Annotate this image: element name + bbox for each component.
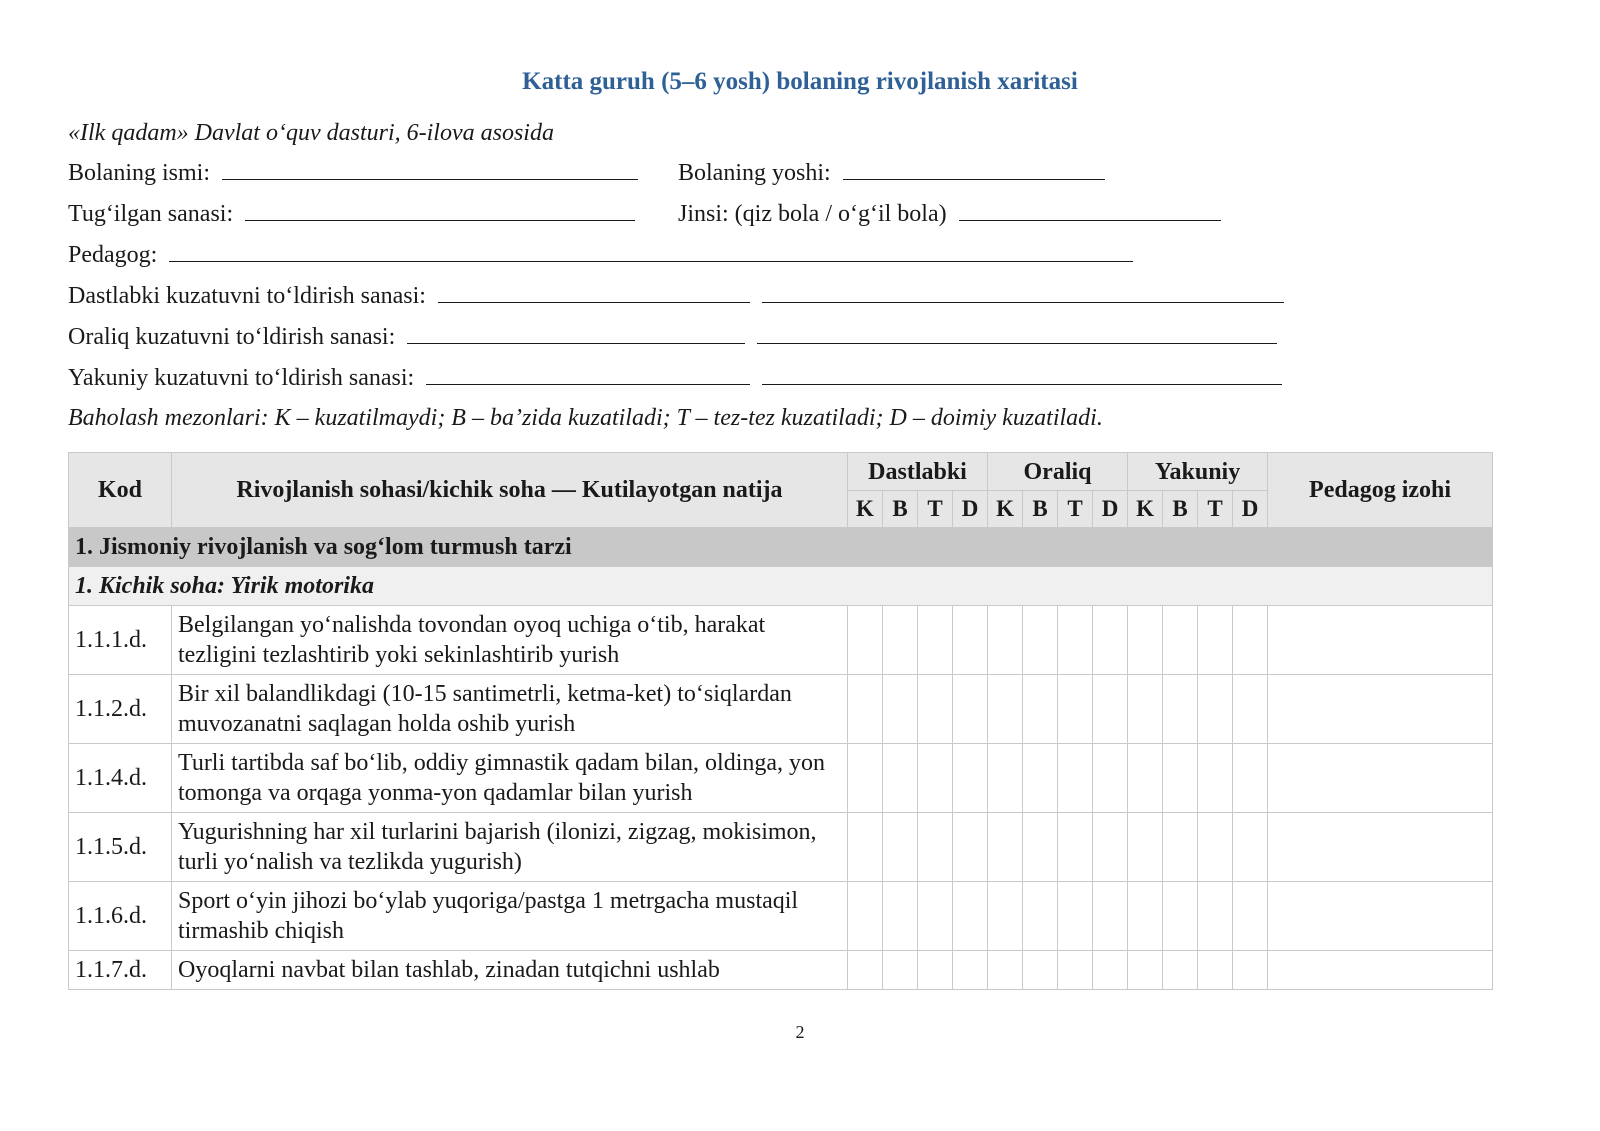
rating-cell[interactable] (1023, 675, 1058, 744)
header-level: B (883, 491, 918, 528)
assessment-criteria: Baholash mezonlari: K – kuzatilmaydi; B – ba’zida kuzatiladi; T – tez-tez kuzatiladi; D – doimiy kuzatiladi. (68, 405, 1103, 431)
birth-date-row (68, 198, 635, 229)
rating-cell[interactable] (1163, 882, 1198, 951)
gender-row (678, 198, 1221, 229)
table-row (69, 951, 1493, 990)
rating-cell[interactable] (1128, 813, 1163, 882)
row-outcome-text: Turli tartibda saf bo‘lib, oddiy gimnastik qadam bilan, oldinga, yon tomonga va orqaga yonma-yon qadamlar bilan yurish (172, 744, 848, 813)
rating-cell[interactable] (953, 813, 988, 882)
row-outcome-text: Sport o‘yin jihozi bo‘ylab yuqoriga/pastga 1 metrgacha mustaqil tirmashib chiqish (172, 882, 848, 951)
final-obs-note-field[interactable] (762, 362, 1282, 385)
interim-obs-label: Oraliq kuzatuvni to‘ldirish sanasi: (68, 324, 396, 350)
interim-obs-note-field[interactable] (757, 321, 1277, 344)
header-level: D (953, 491, 988, 528)
page-title: Katta guruh (5–6 yosh) bolaning rivojlanish xaritasi (522, 68, 1078, 95)
rating-cell[interactable] (953, 606, 988, 675)
header-level: T (1058, 491, 1093, 528)
rating-cell[interactable] (1163, 675, 1198, 744)
table-row (69, 813, 1493, 882)
comment-cell[interactable] (1268, 606, 1493, 675)
rating-cell[interactable] (883, 744, 918, 813)
table-row (69, 675, 1493, 744)
rating-cell[interactable] (1093, 951, 1128, 990)
program-subtitle: «Ilk qadam» Davlat o‘quv dasturi, 6-ilova asosida (68, 120, 554, 146)
header-level: D (1093, 491, 1128, 528)
rating-cell[interactable] (988, 813, 1023, 882)
row-outcome-text: Yugurishning har xil turlarini bajarish (ilonizi, zigzag, mokisimon, turli yo‘nalish va tezlikda yugurish) (172, 813, 848, 882)
rating-cell[interactable] (1233, 744, 1268, 813)
rating-cell[interactable] (1163, 813, 1198, 882)
rating-cell[interactable] (1198, 882, 1233, 951)
rating-cell[interactable] (953, 675, 988, 744)
row-code: 1.1.2.d. (69, 675, 172, 744)
rating-cell[interactable] (1058, 882, 1093, 951)
header-code: Kod (69, 453, 172, 528)
row-code: 1.1.5.d. (69, 813, 172, 882)
rating-cell[interactable] (918, 744, 953, 813)
rating-cell[interactable] (1233, 951, 1268, 990)
gender-label: Jinsi: (qiz bola / o‘g‘il bola) (678, 201, 947, 227)
rating-cell[interactable] (1023, 813, 1058, 882)
table-row (69, 882, 1493, 951)
rating-cell[interactable] (1023, 951, 1058, 990)
final-obs-label: Yakuniy kuzatuvni to‘ldirish sanasi: (68, 365, 415, 391)
header-level: K (848, 491, 883, 528)
rating-cell[interactable] (1128, 744, 1163, 813)
rating-cell[interactable] (1233, 882, 1268, 951)
child-name-row (68, 157, 638, 188)
teacher-label: Pedagog: (68, 242, 158, 268)
rating-cell[interactable] (918, 882, 953, 951)
rating-cell[interactable] (1163, 951, 1198, 990)
rating-cell[interactable] (1058, 813, 1093, 882)
rating-cell[interactable] (918, 675, 953, 744)
rating-cell[interactable] (918, 813, 953, 882)
initial-obs-row (68, 280, 1284, 311)
birth-date-field[interactable] (245, 198, 635, 221)
page-number: 2 (795, 1022, 805, 1042)
rating-cell[interactable] (883, 675, 918, 744)
rating-cell[interactable] (848, 951, 883, 990)
gender-field[interactable] (959, 198, 1221, 221)
header-comment: Pedagog izohi (1268, 453, 1493, 528)
comment-cell[interactable] (1268, 675, 1493, 744)
row-code: 1.1.7.d. (69, 951, 172, 990)
rating-cell[interactable] (1198, 675, 1233, 744)
rating-cell[interactable] (1198, 744, 1233, 813)
rating-cell[interactable] (953, 882, 988, 951)
rating-cell[interactable] (918, 606, 953, 675)
rating-cell[interactable] (1128, 675, 1163, 744)
initial-obs-label: Dastlabki kuzatuvni to‘ldirish sanasi: (68, 283, 426, 309)
child-age-label: Bolaning yoshi: (678, 160, 831, 186)
table-row (69, 744, 1493, 813)
rating-cell[interactable] (1128, 882, 1163, 951)
rating-cell[interactable] (1058, 606, 1093, 675)
initial-obs-note-field[interactable] (762, 280, 1284, 303)
rating-cell[interactable] (848, 882, 883, 951)
header-level: B (1163, 491, 1198, 528)
initial-obs-date-field[interactable] (438, 280, 750, 303)
rating-cell[interactable] (1093, 813, 1128, 882)
rating-cell[interactable] (953, 744, 988, 813)
comment-cell[interactable] (1268, 813, 1493, 882)
comment-cell[interactable] (1268, 882, 1493, 951)
header-level: B (1023, 491, 1058, 528)
child-name-label: Bolaning ismi: (68, 160, 211, 186)
rating-cell[interactable] (1023, 882, 1058, 951)
rating-cell[interactable] (988, 951, 1023, 990)
row-outcome-text: Belgilangan yo‘nalishda tovondan oyoq uchiga o‘tib, harakat tezligini tezlashtirib yoki sekinlashtirib yurish (172, 606, 848, 675)
rating-cell[interactable] (1128, 606, 1163, 675)
header-level: K (1128, 491, 1163, 528)
row-outcome-text: Oyoqlarni navbat bilan tashlab, zinadan tutqichni ushlab (172, 951, 848, 990)
teacher-row (68, 239, 1133, 270)
header-level: K (988, 491, 1023, 528)
rating-cell[interactable] (1128, 951, 1163, 990)
rating-cell[interactable] (1058, 951, 1093, 990)
rating-cell[interactable] (1198, 606, 1233, 675)
row-code: 1.1.4.d. (69, 744, 172, 813)
rating-cell[interactable] (1093, 606, 1128, 675)
rating-cell[interactable] (1163, 744, 1198, 813)
rating-cell[interactable] (848, 813, 883, 882)
rating-cell[interactable] (1233, 813, 1268, 882)
comment-cell[interactable] (1268, 744, 1493, 813)
interim-obs-date-field[interactable] (407, 321, 745, 344)
child-name-field[interactable] (222, 157, 638, 180)
rating-cell[interactable] (1233, 675, 1268, 744)
row-outcome-text: Bir xil balandlikdagi (10-15 santimetrli, ketma-ket) to‘siqlardan muvozanatni saqlagan holda oshib yurish (172, 675, 848, 744)
rating-cell[interactable] (988, 675, 1023, 744)
rating-cell[interactable] (988, 882, 1023, 951)
rating-cell[interactable] (1163, 606, 1198, 675)
rating-cell[interactable] (883, 813, 918, 882)
rating-cell[interactable] (1023, 744, 1058, 813)
child-age-row (678, 157, 1105, 188)
rating-cell[interactable] (1058, 744, 1093, 813)
header-level: T (918, 491, 953, 528)
rating-cell[interactable] (953, 951, 988, 990)
header-level: D (1233, 491, 1268, 528)
rating-cell[interactable] (1233, 606, 1268, 675)
rating-cell[interactable] (848, 675, 883, 744)
development-map-table (68, 452, 1493, 990)
header-area: Rivojlanish sohasi/kichik soha — Kutilayotgan natija (172, 453, 848, 528)
rating-cell[interactable] (1093, 675, 1128, 744)
comment-cell[interactable] (1268, 951, 1493, 990)
rating-cell[interactable] (1198, 951, 1233, 990)
interim-obs-row (68, 321, 1277, 352)
child-age-field[interactable] (843, 157, 1105, 180)
rating-cell[interactable] (1093, 744, 1128, 813)
header-level: T (1198, 491, 1233, 528)
final-obs-row (68, 362, 1282, 393)
rating-cell[interactable] (988, 744, 1023, 813)
header-group-initial: Dastlabki (848, 453, 988, 491)
rating-cell[interactable] (883, 882, 918, 951)
row-code: 1.1.1.d. (69, 606, 172, 675)
rating-cell[interactable] (848, 744, 883, 813)
subsection-heading: 1. Kichik soha: Yirik motorika (69, 567, 1493, 606)
birth-date-label: Tug‘ilgan sanasi: (68, 201, 234, 227)
section-heading: 1. Jismoniy rivojlanish va sog‘lom turmush tarzi (69, 528, 1493, 567)
rating-cell[interactable] (848, 606, 883, 675)
rating-cell[interactable] (883, 951, 918, 990)
rating-cell[interactable] (1023, 606, 1058, 675)
rating-cell[interactable] (988, 606, 1023, 675)
rating-cell[interactable] (1198, 813, 1233, 882)
table-row (69, 606, 1493, 675)
teacher-field[interactable] (169, 239, 1133, 262)
header-group-interim: Oraliq (988, 453, 1128, 491)
rating-cell[interactable] (883, 606, 918, 675)
row-code: 1.1.6.d. (69, 882, 172, 951)
final-obs-date-field[interactable] (426, 362, 750, 385)
rating-cell[interactable] (1093, 882, 1128, 951)
header-group-final: Yakuniy (1128, 453, 1268, 491)
rating-cell[interactable] (1058, 675, 1093, 744)
rating-cell[interactable] (918, 951, 953, 990)
